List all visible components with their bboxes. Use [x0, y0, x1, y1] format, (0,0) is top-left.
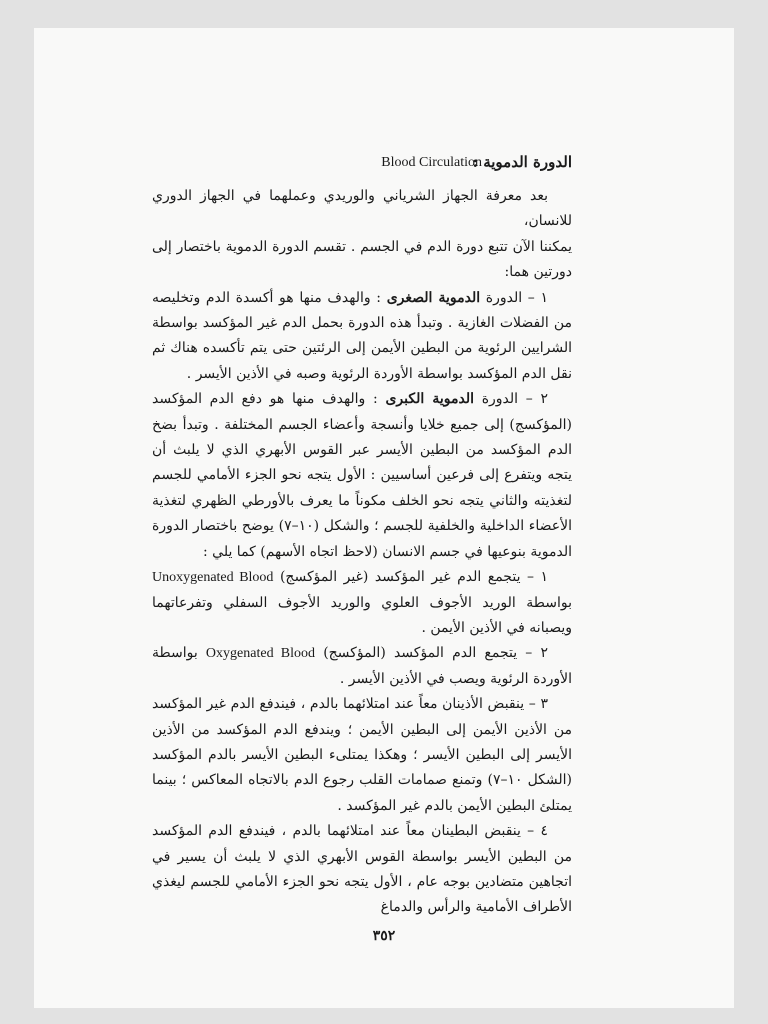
step-1-before: ١ – يتجمع الدم غير المؤكسد (غير المؤكسج) — [279, 569, 549, 586]
intro-line-1: بعد معرفة الجهاز الشرياني والوريدي وعملهما في الجهاز الدوري للانسان، — [152, 188, 572, 230]
small-circulation-number: ١ – الدورة — [485, 289, 548, 306]
small-circulation-term: الدموية الصغرى — [386, 289, 481, 306]
step-1-after: بواسطة الوريد الأجوف العلوي والوريد الأجوف السفلي وتفرعاتهما ويصبانه في الأذين الأيمن . — [152, 594, 572, 636]
page-number: ٣٥٢ — [372, 928, 396, 944]
large-circulation-number: ٢ – الدورة — [481, 391, 548, 408]
step-2-english-term: Oxygenated Blood — [205, 646, 316, 662]
small-circulation-text: : والهدف منها هو أكسدة الدم وتخليصه من الفضلات الغازية . وتبدأ هذه الدورة بحمل الدم غير المؤكسد بواسطة الشرايين الرئوية من البطين الأيمن إلى الرئتين حتى يتم تأكسده هناك ثم نقل الدم المؤكسد بواسطة الأوردة الرئوية وصبه في الأذين الأيسر . — [152, 289, 572, 382]
step-4-paragraph: ٤ – ينقبض البطينان معاً عند امتلائهما بالدم ، فيندفع الدم المؤكسد من البطين الأيسر بواسطة القوس الأبهري الذي لا يلبث أن يسير في اتجاهين متضادين بوجه عام ، الأول يتجه نحو الجزء الأمامي للجسم ليغذي الأطراف الأمامية والرأس والدماغ — [152, 823, 572, 916]
step-2-after: بواسطة الأوردة الرئوية ويصب في الأذين الأيسر . — [152, 645, 572, 687]
document-body — [152, 150, 572, 921]
step-1-paragraph — [152, 565, 572, 641]
section-title-arabic: الدورة الدموية : — [472, 153, 572, 171]
section-title-english: Blood Circulation — [381, 155, 482, 170]
large-circulation-paragraph — [152, 387, 572, 565]
step-2-before: ٢ – يتجمع الدم المؤكسد (المؤكسج) — [323, 645, 548, 662]
intro-line-2: يمكننا الآن تتبع دورة الدم في الجسم . تقسم الدورة الدموية باختصار إلى دورتين هما: — [152, 238, 572, 281]
step-2-paragraph — [152, 641, 572, 692]
large-circulation-text: : والهدف منها هو دفع الدم المؤكسد (المؤكسج) إلى جميع خلايا وأنسجة وأعضاء الجسم المختلفة . وتبدأ بضخ الدم المؤكسد من البطين الأيسر عبر القوس الأبهري الذي لا يلبث أن يتجه ويتفرع إلى فرعين أساسيين : الأول يتجه نحو الجزء الأمامي للجسم لتغذيته والثاني يتجه نحو الخلف مكوناً ما يعرف بالأورطي الظهري لتغذية الأعضاء الداخلية والخلفية للجسم ؛ والشكل (١٠–٧) يوضح باختصار الدورة الدموية بنوعيها في جسم الانسان (لاحظ اتجاه الأسهم) كما يلي : — [152, 391, 572, 560]
step-1-english-term: Unoxygenated Blood — [152, 570, 274, 586]
large-circulation-term: الدموية الكبرى — [385, 391, 474, 408]
small-circulation-paragraph — [152, 286, 572, 388]
step-3-paragraph: ٣ – ينقبض الأذينان معاً عند امتلائهما بالدم ، فيندفع الدم غير المؤكسد من الأذين الأيمن إلى البطين الأيمن ؛ ويندفع الدم المؤكسد من الأذين الأيسر إلى البطين الأيسر ؛ وهكذا يمتلىء البطين الأيسر بالدم المؤكسد (الشكل ١٠–٧) وتمنع صمامات القلب رجوع الدم بالاتجاه المعاكس ؛ بينما يمتلئ البطين الأيمن بالدم غير المؤكسد . — [152, 696, 573, 814]
section-title — [152, 150, 572, 178]
